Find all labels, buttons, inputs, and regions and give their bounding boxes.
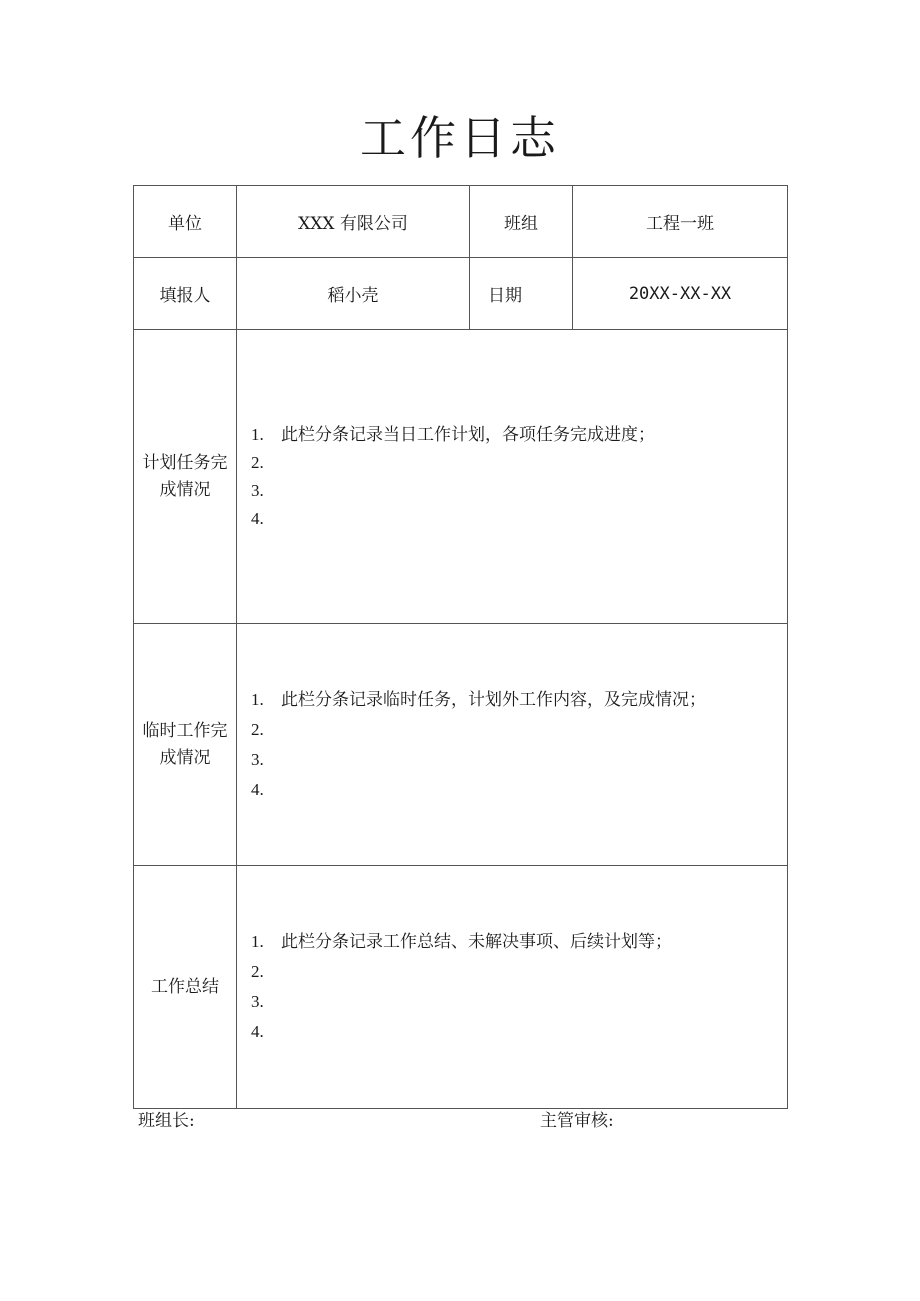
- item-text: 此栏分条记录当日工作计划，各项任务完成进度；: [281, 424, 655, 445]
- item-number: 3.: [251, 480, 264, 500]
- item-number: 4.: [251, 779, 264, 799]
- temp-section-content[interactable]: [237, 624, 788, 866]
- reporter-row: [134, 258, 788, 330]
- item-number: 1.: [251, 932, 264, 951]
- temp-section-label: 临时工作完成情况: [134, 624, 237, 866]
- item-number: 2.: [251, 962, 264, 981]
- item-number: 2.: [251, 452, 264, 472]
- unit-value-field[interactable]: XXX 有限公司: [237, 186, 470, 258]
- unit-label: 单位: [134, 186, 237, 258]
- list-item: [251, 987, 783, 1017]
- list-item: [251, 505, 783, 533]
- summary-item-list: [251, 927, 783, 1047]
- list-item: [251, 1017, 783, 1047]
- reporter-value-field[interactable]: 稻小壳: [237, 258, 470, 330]
- list-item: [251, 957, 783, 987]
- item-text: 此栏分条记录工作总结、未解决事项、后续计划等；: [281, 932, 672, 952]
- work-log-table: [133, 185, 788, 1109]
- item-number: 1.: [251, 424, 264, 444]
- list-item: [251, 745, 783, 775]
- item-number: 3.: [251, 749, 264, 769]
- unit-row: [134, 186, 788, 258]
- summary-section-row: [134, 866, 788, 1109]
- item-text: 此栏分条记录临时任务，计划外工作内容，及完成情况；: [281, 689, 706, 710]
- item-number: 4.: [251, 508, 264, 528]
- list-item: [251, 449, 783, 477]
- item-number: 3.: [251, 992, 264, 1011]
- summary-section-label: 工作总结: [134, 866, 237, 1109]
- list-item: [251, 685, 783, 715]
- temp-section-row: [134, 624, 788, 866]
- plan-section-label: 计划任务完成情况: [134, 330, 237, 624]
- date-value-field[interactable]: 20XX-XX-XX: [573, 258, 788, 330]
- reporter-label: 填报人: [134, 258, 237, 330]
- list-item: [251, 775, 783, 805]
- page-title: 工作日志: [360, 111, 560, 165]
- item-number: 1.: [251, 689, 264, 709]
- plan-section-row: [134, 330, 788, 624]
- summary-section-content[interactable]: [237, 866, 788, 1109]
- date-label: 日期: [470, 258, 573, 330]
- list-item: [251, 715, 783, 745]
- team-value-field[interactable]: 工程一班: [573, 186, 788, 258]
- supervisor-review-label: 主管审核:: [540, 1111, 614, 1131]
- item-number: 2.: [251, 719, 264, 739]
- list-item: [251, 927, 783, 957]
- team-label: 班组: [470, 186, 573, 258]
- plan-item-list: [251, 421, 783, 533]
- temp-item-list: [251, 685, 783, 805]
- plan-section-content[interactable]: [237, 330, 788, 624]
- team-leader-signature-label: 班组长:: [138, 1111, 195, 1131]
- list-item: [251, 421, 783, 449]
- item-number: 4.: [251, 1022, 264, 1041]
- list-item: [251, 477, 783, 505]
